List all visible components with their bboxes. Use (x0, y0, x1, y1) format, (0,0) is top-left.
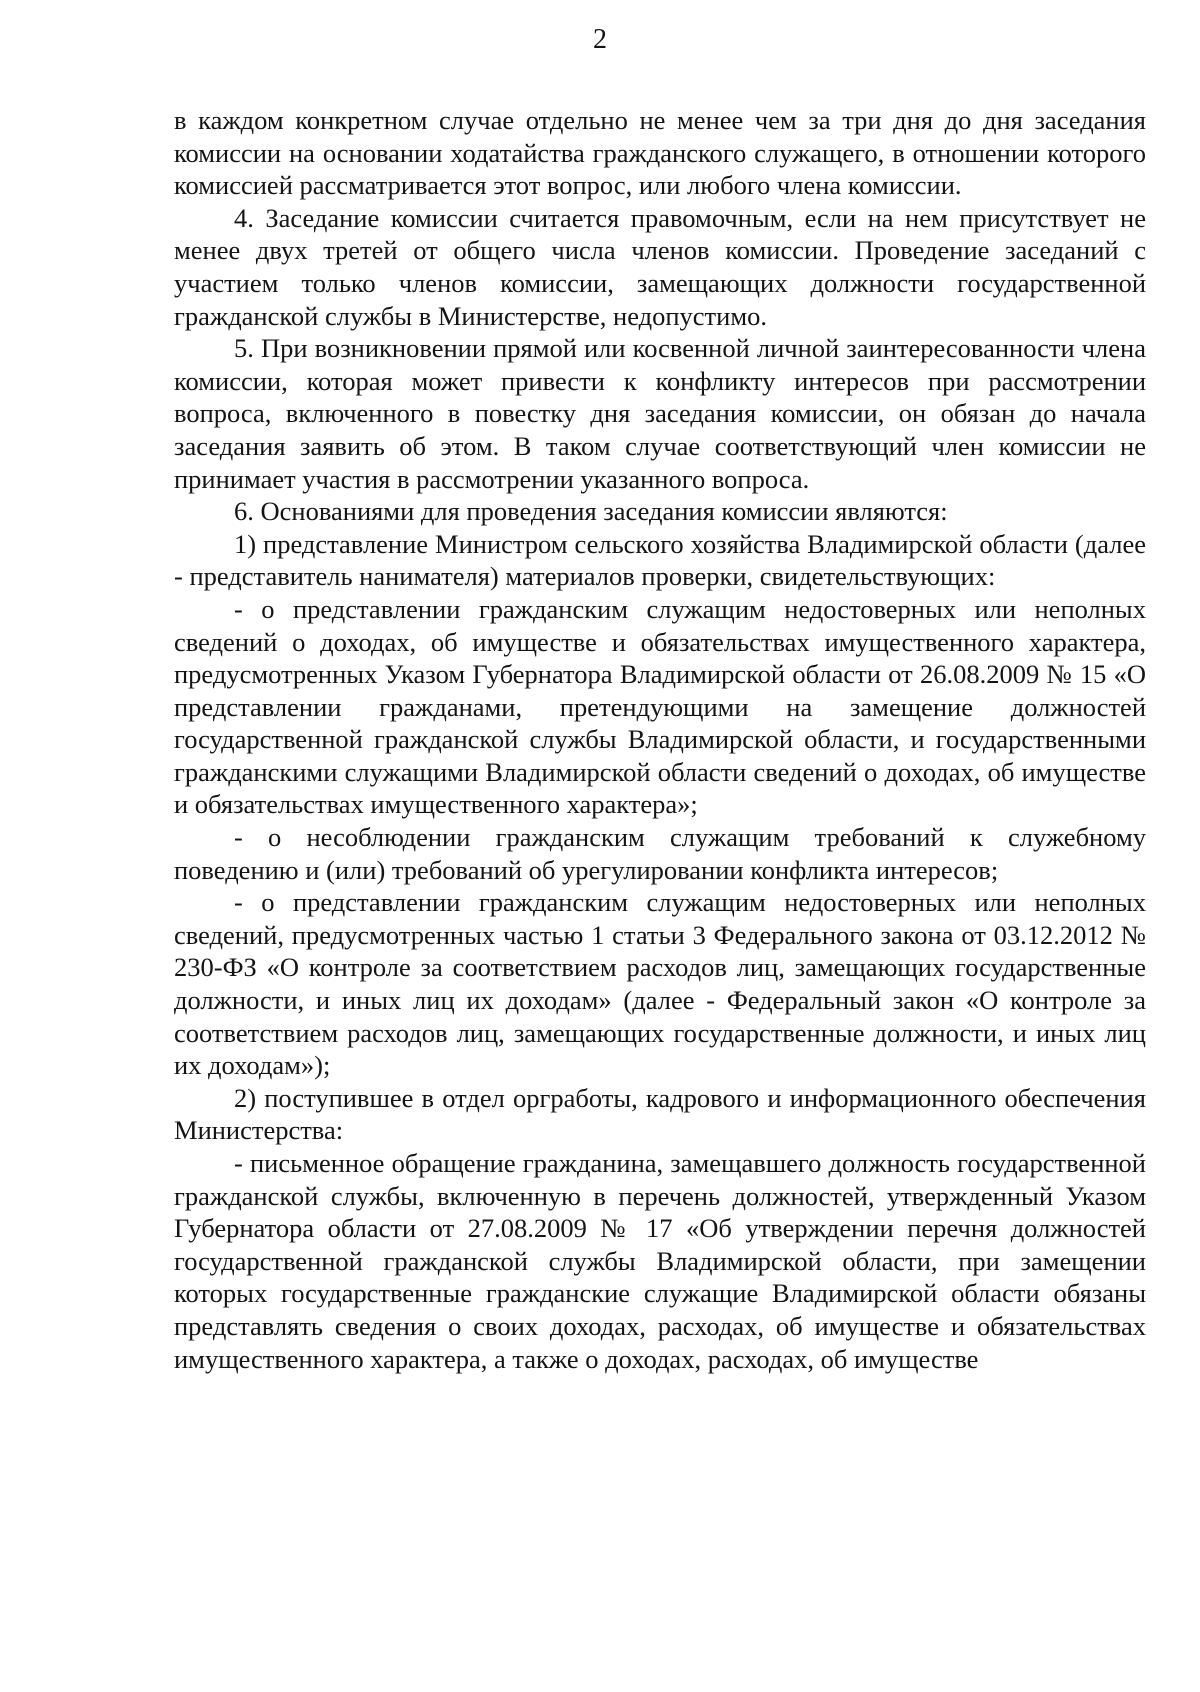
paragraph-item-5-conflict-of-interest: 5. При возникновении прямой или косвенной личной заинтересованности члена комиссии, которая может привести к конфликту интересов при рассмотрении вопроса, включенного в повестку дня заседания комиссии, он обязан до начала заседания заявить об этом. В таком случае соответствующий член комиссии не принимает участия в рассмотрении указанного вопроса. (174, 333, 1146, 494)
paragraph-item-6-grounds: 6. Основаниями для проведения заседания комиссии являются: (234, 496, 948, 527)
document-body (174, 104, 1146, 1375)
paragraph-bullet-conduct-requirements: - о несоблюдении гражданским служащим требований к служебному поведению и (или) требований об урегулировании конфликта интересов; (174, 822, 1146, 885)
paragraph-commission-session-notice: в каждом конкретном случае отдельно не менее чем за три дня до дня заседания комиссии на основании ходатайства гражданского служащего, в отношении которого комиссией рассматривается этот вопрос, или любого члена комиссии. (174, 105, 1146, 201)
paragraph-item-4-quorum: 4. Заседание комиссии считается правомочным, если на нем присутствует не менее двух третей от общего числа членов комиссии. Проведение заседаний с участием только членов комиссии, замещающих должности государственной гражданской службы в Министерстве, недопустимо. (174, 202, 1146, 331)
paragraph-bullet-federal-law-230: - о представлении гражданским служащим недостоверных или неполных сведений, предусмотренных частью 1 статьи 3 Федерального закона от 03.12.2012 № 230-ФЗ «О контроле за соответствием расходов лиц, замещающих государственные должности, и иных лиц их доходам» (далее - Федеральный закон «О контроле за соответствием расходов лиц, замещающих государственные должности, и иных лиц их доходам»); (174, 887, 1146, 1081)
paragraph-bullet-unreliable-income-info: - о представлении гражданским служащим недостоверных или неполных сведений о доходах, об имуществе и обязательствах имущественного характера, предусмотренных Указом Губернатора Владимирской области от 26.08.2009 № 15 «О представлении гражданами, претендующими на замещение должностей государственной гражданской службы Владимирской области, и государственными гражданскими служащими Владимирской области сведений о доходах, об имуществе и обязательствах имущественного характера»; (174, 593, 1146, 820)
paragraph-bullet-written-appeal: - письменное обращение гражданина, замещавшего должность государственной гражданской службы, включенную в перечень должностей, утвержденный Указом Губернатора области от 27.08.2009 № 17 «Об утверждении перечня должностей государственной гражданской службы Владимирской области, при замещении которых государственные гражданские служащие Владимирской области обязаны представлять сведения о своих доходах, расходах, об имуществе и обязательствах имущественного характера, а также о доходах, расходах, об имуществе (174, 1148, 1146, 1374)
page-number: 2 (593, 24, 607, 55)
paragraph-subitem-2-hr-department: 2) поступившее в отдел оргработы, кадрового и информационного обеспечения Министерства: (174, 1082, 1146, 1146)
paragraph-subitem-1-minister-submission: 1) представление Министром сельского хозяйства Владимирской области (далее - представитель нанимателя) материалов проверки, свидетельствующих: (174, 528, 1146, 592)
